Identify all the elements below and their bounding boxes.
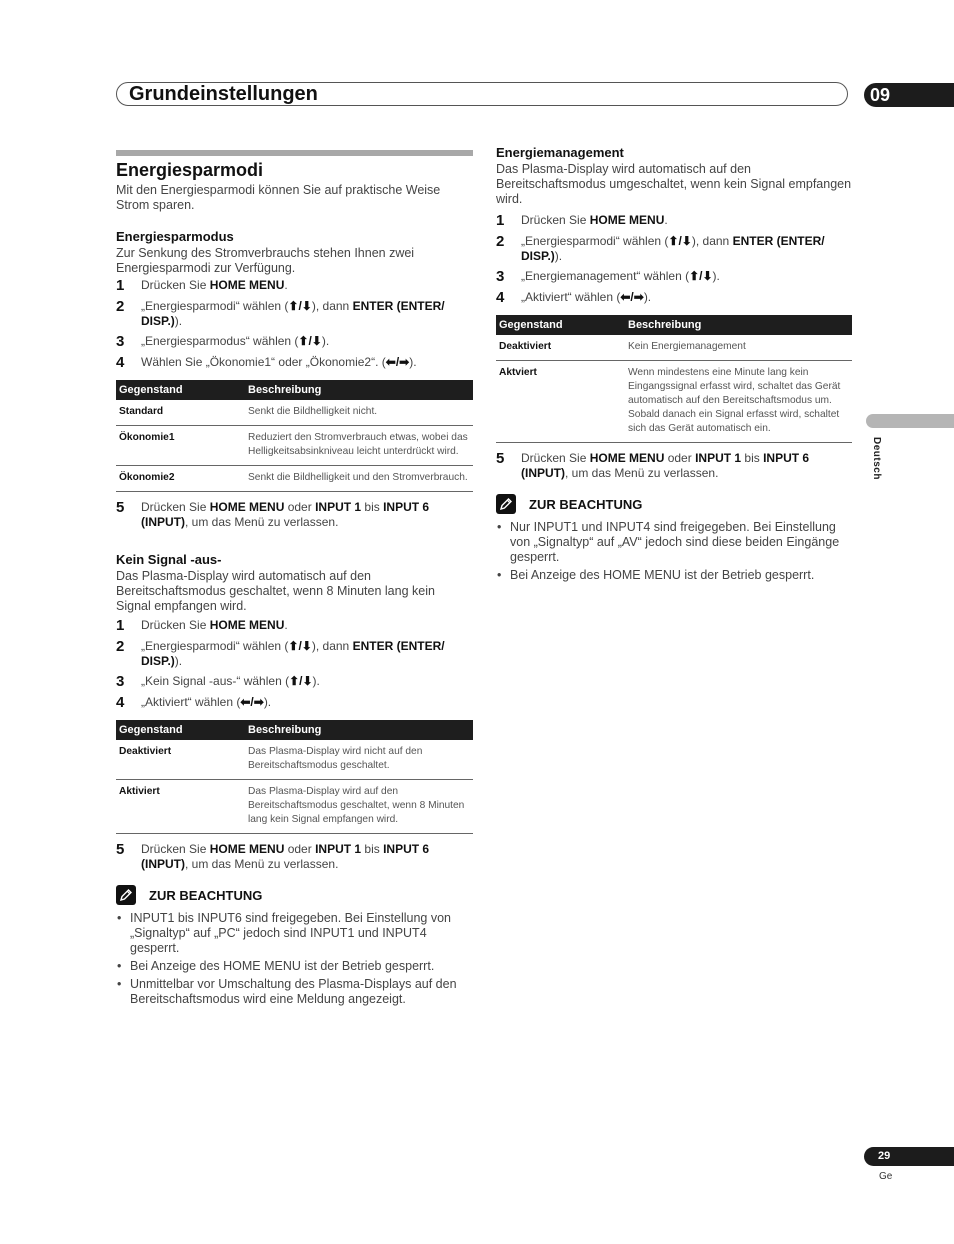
step-number: 5 [116, 841, 125, 858]
table-row [496, 361, 852, 443]
language-tab [866, 414, 954, 428]
step-number: 3 [116, 673, 125, 690]
table-cell-item: Deaktiviert [496, 335, 624, 361]
step [116, 278, 473, 294]
step [496, 269, 852, 285]
settings-table [116, 720, 473, 834]
step [496, 451, 852, 481]
list-item: • Nur INPUT1 und INPUT4 sind freigegeben. Bei Einstellung von „Signaltyp“ auf „AV“ jedoch sind diese beiden Eingänge gesperrt. [497, 520, 840, 564]
up-down-arrow-icon: ⬆/⬇ [288, 299, 312, 313]
up-down-arrow-icon: ⬆/⬇ [668, 234, 692, 248]
table-row [116, 400, 473, 426]
step-text: Drücken Sie HOME MENU oder INPUT 1 bis INPUT 6 (INPUT), um das Menü zu verlassen. [141, 842, 430, 871]
table-header: Gegenstand [116, 380, 244, 400]
left-right-arrow-icon: ⬅/➡ [620, 290, 644, 304]
table-cell-description: Senkt die Bildhelligkeit nicht. [244, 400, 473, 426]
step [116, 618, 473, 634]
table-cell-item: Ökonomie1 [116, 426, 244, 466]
step [116, 639, 473, 669]
step-text: „Kein Signal -aus-“ wählen (⬆/⬇). [141, 674, 320, 688]
table-row [116, 426, 473, 466]
table-header: Gegenstand [116, 720, 244, 740]
step-number: 4 [496, 289, 505, 306]
step-number: 5 [496, 450, 505, 467]
step-text: „Energiemanagement“ wählen (⬆/⬇). [521, 269, 720, 283]
step [116, 334, 473, 350]
table-cell-description: Senkt die Bildhelligkeit und den Stromverbrauch. [244, 466, 473, 492]
up-down-arrow-icon: ⬆/⬇ [288, 639, 312, 653]
table-row [116, 780, 473, 834]
up-down-arrow-icon: ⬆/⬇ [689, 269, 713, 283]
table-header: Beschreibung [244, 720, 473, 740]
chapter-number: 09 [864, 83, 954, 107]
subsection-title-kein-signal: Kein Signal -aus- [116, 552, 222, 567]
list-item: • Bei Anzeige des HOME MENU ist der Betrieb gesperrt. [497, 568, 815, 582]
language-label: Deutsch [871, 437, 882, 480]
subsection-title-energiemanagement: Energiemanagement [496, 145, 624, 160]
note-list [496, 520, 852, 583]
settings-table [116, 380, 473, 492]
step [116, 299, 473, 329]
page-number: 29 [864, 1147, 954, 1166]
subsection-intro: Zur Senkung des Stromverbrauchs stehen Ihnen zwei Energiesparmodi zur Verfügung. [116, 246, 415, 275]
step-number: 3 [116, 333, 125, 350]
table-header: Gegenstand [496, 315, 624, 335]
step-number: 2 [496, 233, 505, 250]
step-text: „Energiesparmodi“ wählen (⬆/⬇), dann ENTER (ENTER/ DISP.)). [141, 639, 445, 668]
table-cell-description: Wenn mindestens eine Minute lang kein Eingangssignal erfasst wird, schaltet das Gerät automatisch auf den Bereitschaftsmodus um. Sobald danach ein Signal erfasst wird, schaltet sich das Gerät automatisch ein. [624, 361, 852, 443]
step-text: „Energiesparmodi“ wählen (⬆/⬇), dann ENTER (ENTER/ DISP.)). [521, 234, 825, 263]
table-cell-item: Ökonomie2 [116, 466, 244, 492]
left-right-arrow-icon: ⬅/➡ [385, 355, 410, 369]
table-row [116, 740, 473, 780]
right-column [496, 145, 852, 586]
table-row [496, 335, 852, 361]
step [116, 500, 473, 530]
table-cell-description: Reduziert den Stromverbrauch etwas, wobei das Helligkeitsabsinkniveau leicht unterdrückt wird. [244, 426, 473, 466]
table-cell-item: Aktiviert [116, 780, 244, 834]
step-list [116, 278, 473, 371]
list-item: • INPUT1 bis INPUT6 sind freigegeben. Bei Einstellung von „Signaltyp“ auf „PC“ jedoch sind INPUT1 und INPUT4 gesperrt. [117, 911, 451, 955]
step-text: „Energiesparmodus“ wählen (⬆/⬇). [141, 334, 330, 348]
subsection-intro: Das Plasma-Display wird automatisch auf den Bereitschaftsmodus umgeschaltet, wenn kein Signal empfangen wird. [496, 162, 852, 206]
step-text: Wählen Sie „Ökonomie1“ oder „Ökonomie2“. (⬅/➡). [141, 355, 417, 369]
step-text: „Aktiviert“ wählen (⬅/➡). [521, 290, 652, 304]
section-intro: Mit den Energiesparmodi können Sie auf praktische Weise Strom sparen. [116, 183, 441, 212]
step-text: Drücken Sie HOME MENU. [141, 278, 288, 292]
page-title: Grundeinstellungen [129, 83, 318, 105]
step-number: 2 [116, 638, 125, 655]
page-language-code: Ge [879, 1171, 893, 1182]
step [116, 695, 473, 711]
table-header: Beschreibung [244, 380, 473, 400]
step-text: Drücken Sie HOME MENU oder INPUT 1 bis INPUT 6 (INPUT), um das Menü zu verlassen. [521, 451, 810, 480]
step-number: 1 [116, 617, 125, 634]
note-header [116, 885, 473, 905]
step-text: „Energiesparmodi“ wählen (⬆/⬇), dann ENTER (ENTER/ DISP.)). [141, 299, 445, 328]
step-number: 1 [116, 277, 125, 294]
note-list [116, 911, 473, 1007]
step-text: Drücken Sie HOME MENU. [141, 618, 288, 632]
step-number: 4 [116, 354, 125, 371]
note-title: ZUR BEACHTUNG [529, 496, 643, 512]
table-row [116, 466, 473, 492]
pencil-note-icon [116, 885, 136, 905]
step-number: 5 [116, 499, 125, 516]
table-cell-description: Das Plasma-Display wird nicht auf den Bereitschaftsmodus geschaltet. [244, 740, 473, 780]
table-cell-description: Das Plasma-Display wird auf den Bereitschaftsmodus geschaltet, wenn 8 Minuten lang kein Signal empfangen wird. [244, 780, 473, 834]
step [116, 355, 473, 371]
pencil-note-icon [496, 494, 516, 514]
step-list [116, 618, 473, 711]
section-rule [116, 150, 473, 156]
list-item: • Unmittelbar vor Umschaltung des Plasma-Displays auf den Bereitschaftsmodus wird eine Meldung angezeigt. [117, 977, 457, 1006]
left-right-arrow-icon: ⬅/➡ [240, 695, 264, 709]
step [116, 674, 473, 690]
table-header: Beschreibung [624, 315, 852, 335]
up-down-arrow-icon: ⬆/⬇ [298, 334, 322, 348]
subsection-intro: Das Plasma-Display wird automatisch auf den Bereitschaftsmodus geschaltet, wenn 8 Minuten lang kein Signal empfangen wird. [116, 569, 435, 613]
note-header [496, 494, 852, 514]
step [496, 213, 852, 229]
step-text: Drücken Sie HOME MENU. [521, 213, 668, 227]
table-cell-item: Aktviert [496, 361, 624, 443]
list-item: • Bei Anzeige des HOME MENU ist der Betrieb gesperrt. [117, 959, 435, 973]
step-number: 2 [116, 298, 125, 315]
step [116, 842, 473, 872]
step [496, 290, 852, 306]
settings-table [496, 315, 852, 443]
table-cell-item: Standard [116, 400, 244, 426]
left-column [116, 150, 473, 1010]
note-title: ZUR BEACHTUNG [149, 887, 263, 903]
step [496, 234, 852, 264]
subsection-title-energiesparmodus: Energiesparmodus [116, 229, 234, 244]
table-cell-item: Deaktiviert [116, 740, 244, 780]
step-number: 3 [496, 268, 505, 285]
step-text: Drücken Sie HOME MENU oder INPUT 1 bis INPUT 6 (INPUT), um das Menü zu verlassen. [141, 500, 430, 529]
step-text: „Aktiviert“ wählen (⬅/➡). [141, 695, 272, 709]
step-number: 1 [496, 212, 505, 229]
step-number: 4 [116, 694, 125, 711]
section-title: Energiesparmodi [116, 160, 264, 180]
table-cell-description: Kein Energiemanagement [624, 335, 852, 361]
up-down-arrow-icon: ⬆/⬇ [289, 674, 313, 688]
step-list [496, 213, 852, 306]
